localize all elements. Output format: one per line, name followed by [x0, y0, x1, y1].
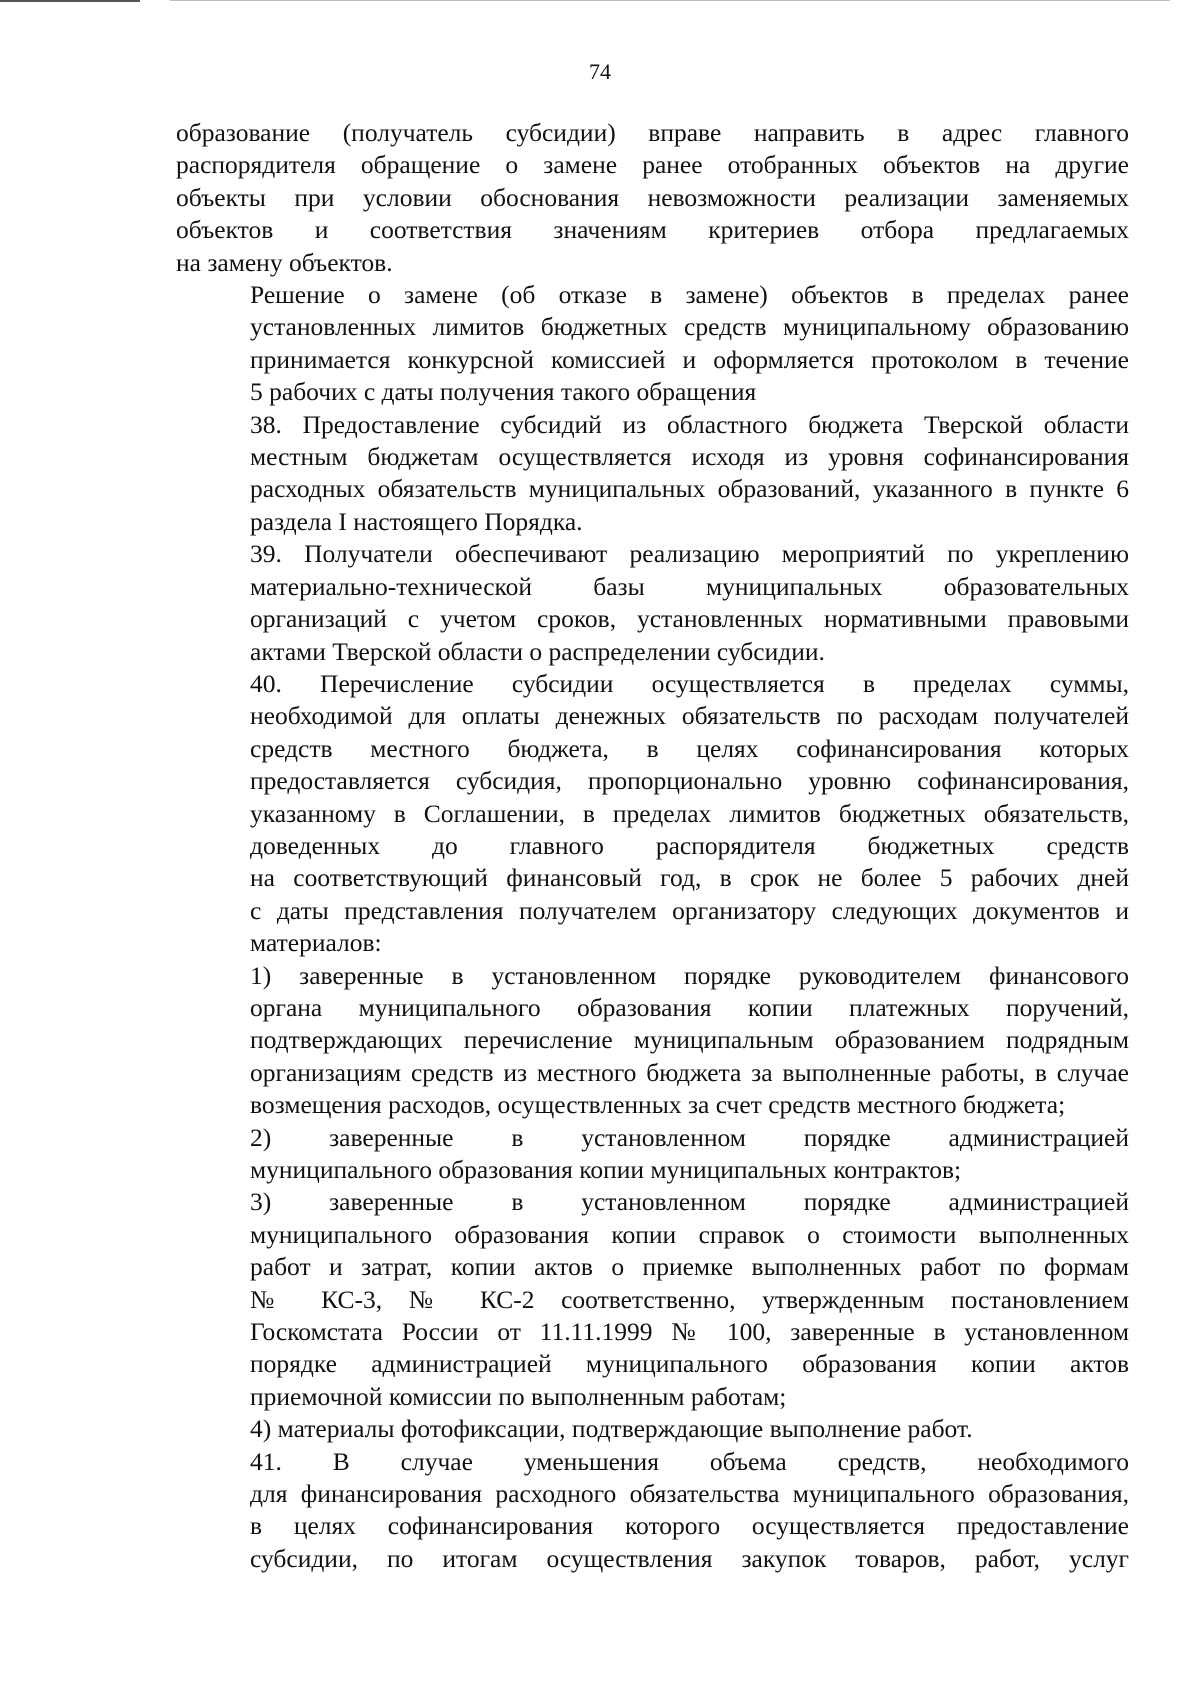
text-line: работ и затрат, копии актов о приемке выполненных работ по формам — [250, 1252, 1129, 1282]
text-line: актами Тверской области о распределении субсидии. — [250, 636, 825, 666]
text-line: приемочной комиссии по выполненным работам; — [250, 1381, 787, 1411]
text-line: возмещения расходов, осуществленных за счет средств местного бюджета; — [250, 1090, 1066, 1120]
text-line: органа муниципального образования копии платежных поручений, — [250, 992, 1129, 1022]
scan-edge-line — [170, 0, 1170, 1]
text-line: № КС-3, № КС-2 соответственно, утвержденным постановлением — [250, 1284, 1129, 1314]
text-line: принимается конкурсной комиссией и оформляется протоколом в течение — [250, 344, 1129, 374]
text-line: с даты представления получателем организатору следующих документов и — [250, 895, 1129, 925]
paragraph-p7 — [176, 1122, 1129, 1187]
text-line: в целях софинансирования которого осуществляется предоставление — [250, 1511, 1129, 1541]
text-line: местным бюджетам осуществляется исходя из уровня софинансирования — [250, 442, 1129, 472]
text-line: объектов и соответствия значениям критериев отбора предлагаемых — [176, 215, 1129, 245]
text-line: 1) заверенные в установленном порядке руководителем финансового — [250, 960, 1129, 990]
text-line: 40. Перечисление субсидии осуществляется в пределах суммы, — [250, 668, 1129, 698]
text-line: средств местного бюджета, в целях софинансирования которых — [250, 733, 1129, 763]
text-line: Решение о замене (об отказе в замене) объектов в пределах ранее — [250, 280, 1129, 310]
paragraph-p8 — [176, 1186, 1129, 1413]
paragraph-p9 — [176, 1413, 1129, 1445]
paragraph-p2 — [176, 279, 1129, 409]
text-line: организациям средств из местного бюджета за выполненные работы, в случае — [250, 1057, 1129, 1087]
text-line: 4) материалы фотофиксации, подтверждающие выполнение работ. — [250, 1414, 973, 1444]
text-line: организаций с учетом сроков, установленных нормативными правовыми — [250, 604, 1129, 634]
text-line: муниципального образования копии справок о стоимости выполненных — [250, 1219, 1129, 1249]
paragraph-p1 — [176, 117, 1129, 279]
text-line: распорядителя обращение о замене ранее отобранных объектов на другие — [176, 150, 1129, 180]
text-line: установленных лимитов бюджетных средств муниципальному образованию — [250, 312, 1129, 342]
document-body — [176, 117, 1129, 1575]
text-line: расходных обязательств муниципальных образований, указанного в пункте 6 — [250, 474, 1129, 504]
text-line: на замену объектов. — [176, 247, 393, 277]
text-line: доведенных до главного распорядителя бюджетных средств — [250, 830, 1129, 860]
text-line: материалов: — [250, 928, 382, 958]
paragraph-p4 — [176, 538, 1129, 668]
text-line: 41. В случае уменьшения объема средств, необходимого — [250, 1446, 1129, 1476]
paragraph-p6 — [176, 960, 1129, 1122]
paragraph-p5 — [176, 668, 1129, 960]
text-line: материально-технической базы муниципальных образовательных — [250, 571, 1129, 601]
text-line: на соответствующий финансовый год, в срок не более 5 рабочих дней — [250, 863, 1129, 893]
text-line: для финансирования расходного обязательства муниципального образования, — [250, 1479, 1129, 1509]
scan-edge-mark — [0, 0, 140, 2]
text-line: Госкомстата России от 11.11.1999 № 100, заверенные в установленном — [250, 1317, 1129, 1347]
text-line: необходимой для оплаты денежных обязательств по расходам получателей — [250, 701, 1129, 731]
text-line: 5 рабочих с даты получения такого обращения — [250, 377, 757, 407]
text-line: раздела I настоящего Порядка. — [250, 506, 583, 536]
text-line: объекты при условии обоснования невозможности реализации заменяемых — [176, 182, 1129, 212]
text-line: 2) заверенные в установленном порядке администрацией — [250, 1122, 1129, 1152]
paragraph-p10 — [176, 1446, 1129, 1576]
text-line: предоставляется субсидия, пропорционально уровню софинансирования, — [250, 766, 1129, 796]
text-line: образование (получатель субсидии) вправе направить в адрес главного — [176, 118, 1129, 147]
page-number: 74 — [589, 59, 611, 84]
text-line: подтверждающих перечисление муниципальным образованием подрядным — [250, 1025, 1129, 1055]
text-line: субсидии, по итогам осуществления закупок товаров, работ, услуг — [250, 1543, 1129, 1573]
text-line: 3) заверенные в установленном порядке администрацией — [250, 1187, 1129, 1217]
text-line: 38. Предоставление субсидий из областного бюджета Тверской области — [250, 409, 1129, 439]
text-line: муниципального образования копии муниципальных контрактов; — [250, 1155, 962, 1184]
text-line: порядке администрацией муниципального образования копии актов — [250, 1349, 1129, 1379]
text-line: указанному в Соглашении, в пределах лимитов бюджетных обязательств, — [250, 798, 1129, 828]
text-line: 39. Получатели обеспечивают реализацию мероприятий по укреплению — [250, 539, 1129, 569]
paragraph-p3 — [176, 409, 1129, 539]
